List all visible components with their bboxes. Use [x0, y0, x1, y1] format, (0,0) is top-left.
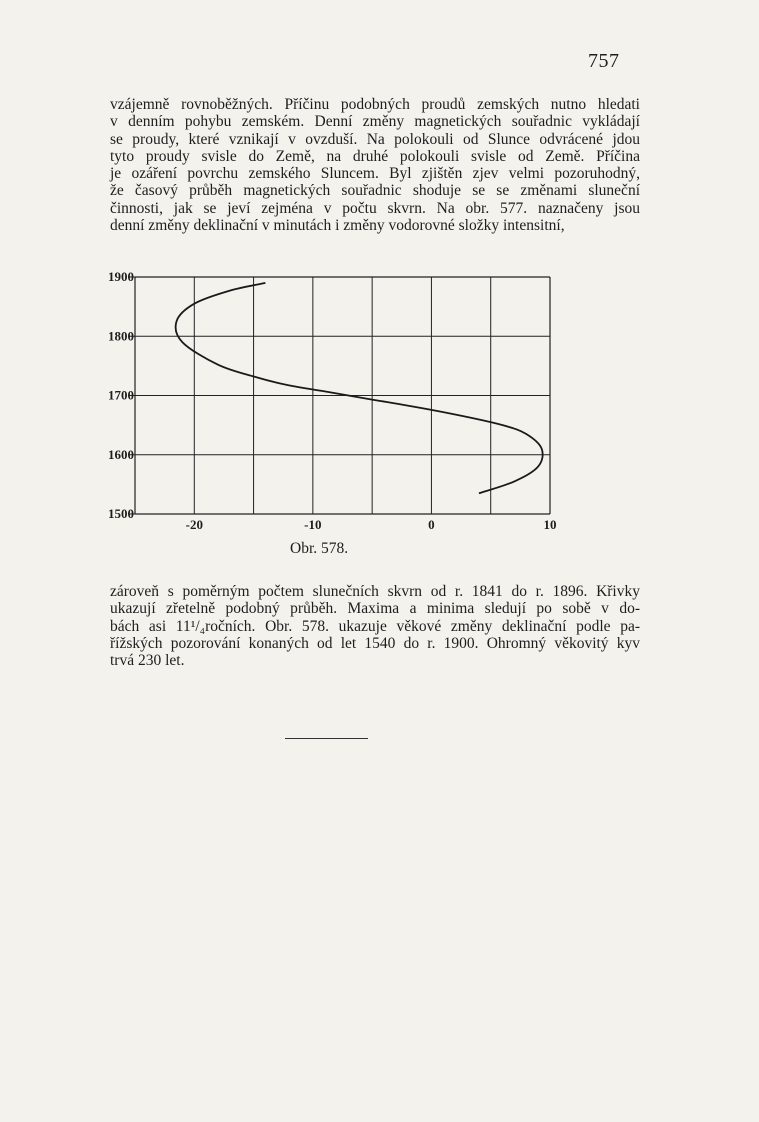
y-tick-label: 1500	[108, 506, 134, 521]
figure-caption: Obr. 578.	[290, 540, 349, 557]
x-tick-label: -10	[304, 517, 322, 532]
text-line: v denním pohybu zemském. Denní změny magnetických souřadnic vykládají	[110, 113, 640, 131]
text-line: se proudy, které vznikají v ovzduší. Na polokouli od Slunce odvrácené jdou	[110, 130, 640, 148]
page-number: 757	[588, 50, 620, 72]
x-tick-label: -20	[185, 517, 203, 532]
text-line: ukazují zřetelně podobný průběh. Maxima a minima sledují po sobě v do-	[110, 600, 640, 618]
y-tick-label: 1700	[108, 387, 134, 403]
paragraph-1	[110, 96, 640, 234]
x-tick-label: 10	[543, 517, 557, 532]
x-tick-label: 0	[428, 517, 435, 532]
text-line: vzájemně rovnoběžných. Příčinu podobných proudů zemských nutno hledati	[110, 96, 640, 113]
text-line: trvá 230 let.	[110, 652, 185, 670]
text-line: bách asi 11¹/₄ročních. Obr. 578. ukazuje věkové změny deklinační podle pa-	[110, 617, 640, 635]
closing-rule	[285, 738, 368, 739]
text-line: činnosti, jak se jeví zejména v počtu skvrn. Na obr. 577. naznačeny jsou	[110, 199, 640, 217]
declination-curve	[176, 283, 543, 493]
declination-chart	[90, 262, 570, 534]
text-line: tyto proudy svisle do Země, na druhé polokouli svisle od Země. Příčina	[110, 147, 640, 165]
text-line: že časový průběh magnetických souřadnic shoduje se se změnami sluneční	[110, 182, 640, 200]
y-tick-label: 1600	[108, 446, 134, 462]
text-line: řížských pozorování konaných od let 1540 do r. 1900. Ohromný věkovitý kyv	[110, 634, 640, 652]
text-line: denní změny deklinační v minutách i změny vodorovné složky intensitní,	[110, 217, 565, 235]
text-line: zároveň s poměrným počtem slunečních skvrn od r. 1841 do r. 1896. Křivky	[110, 583, 640, 600]
text-line: je ozáření povrchu zemského Sluncem. Byl zjištěn zjev velmi pozoruhodný,	[110, 165, 640, 183]
paragraph-2	[110, 583, 640, 669]
y-tick-label: 1900	[108, 269, 134, 284]
y-tick-label: 1800	[108, 328, 134, 344]
